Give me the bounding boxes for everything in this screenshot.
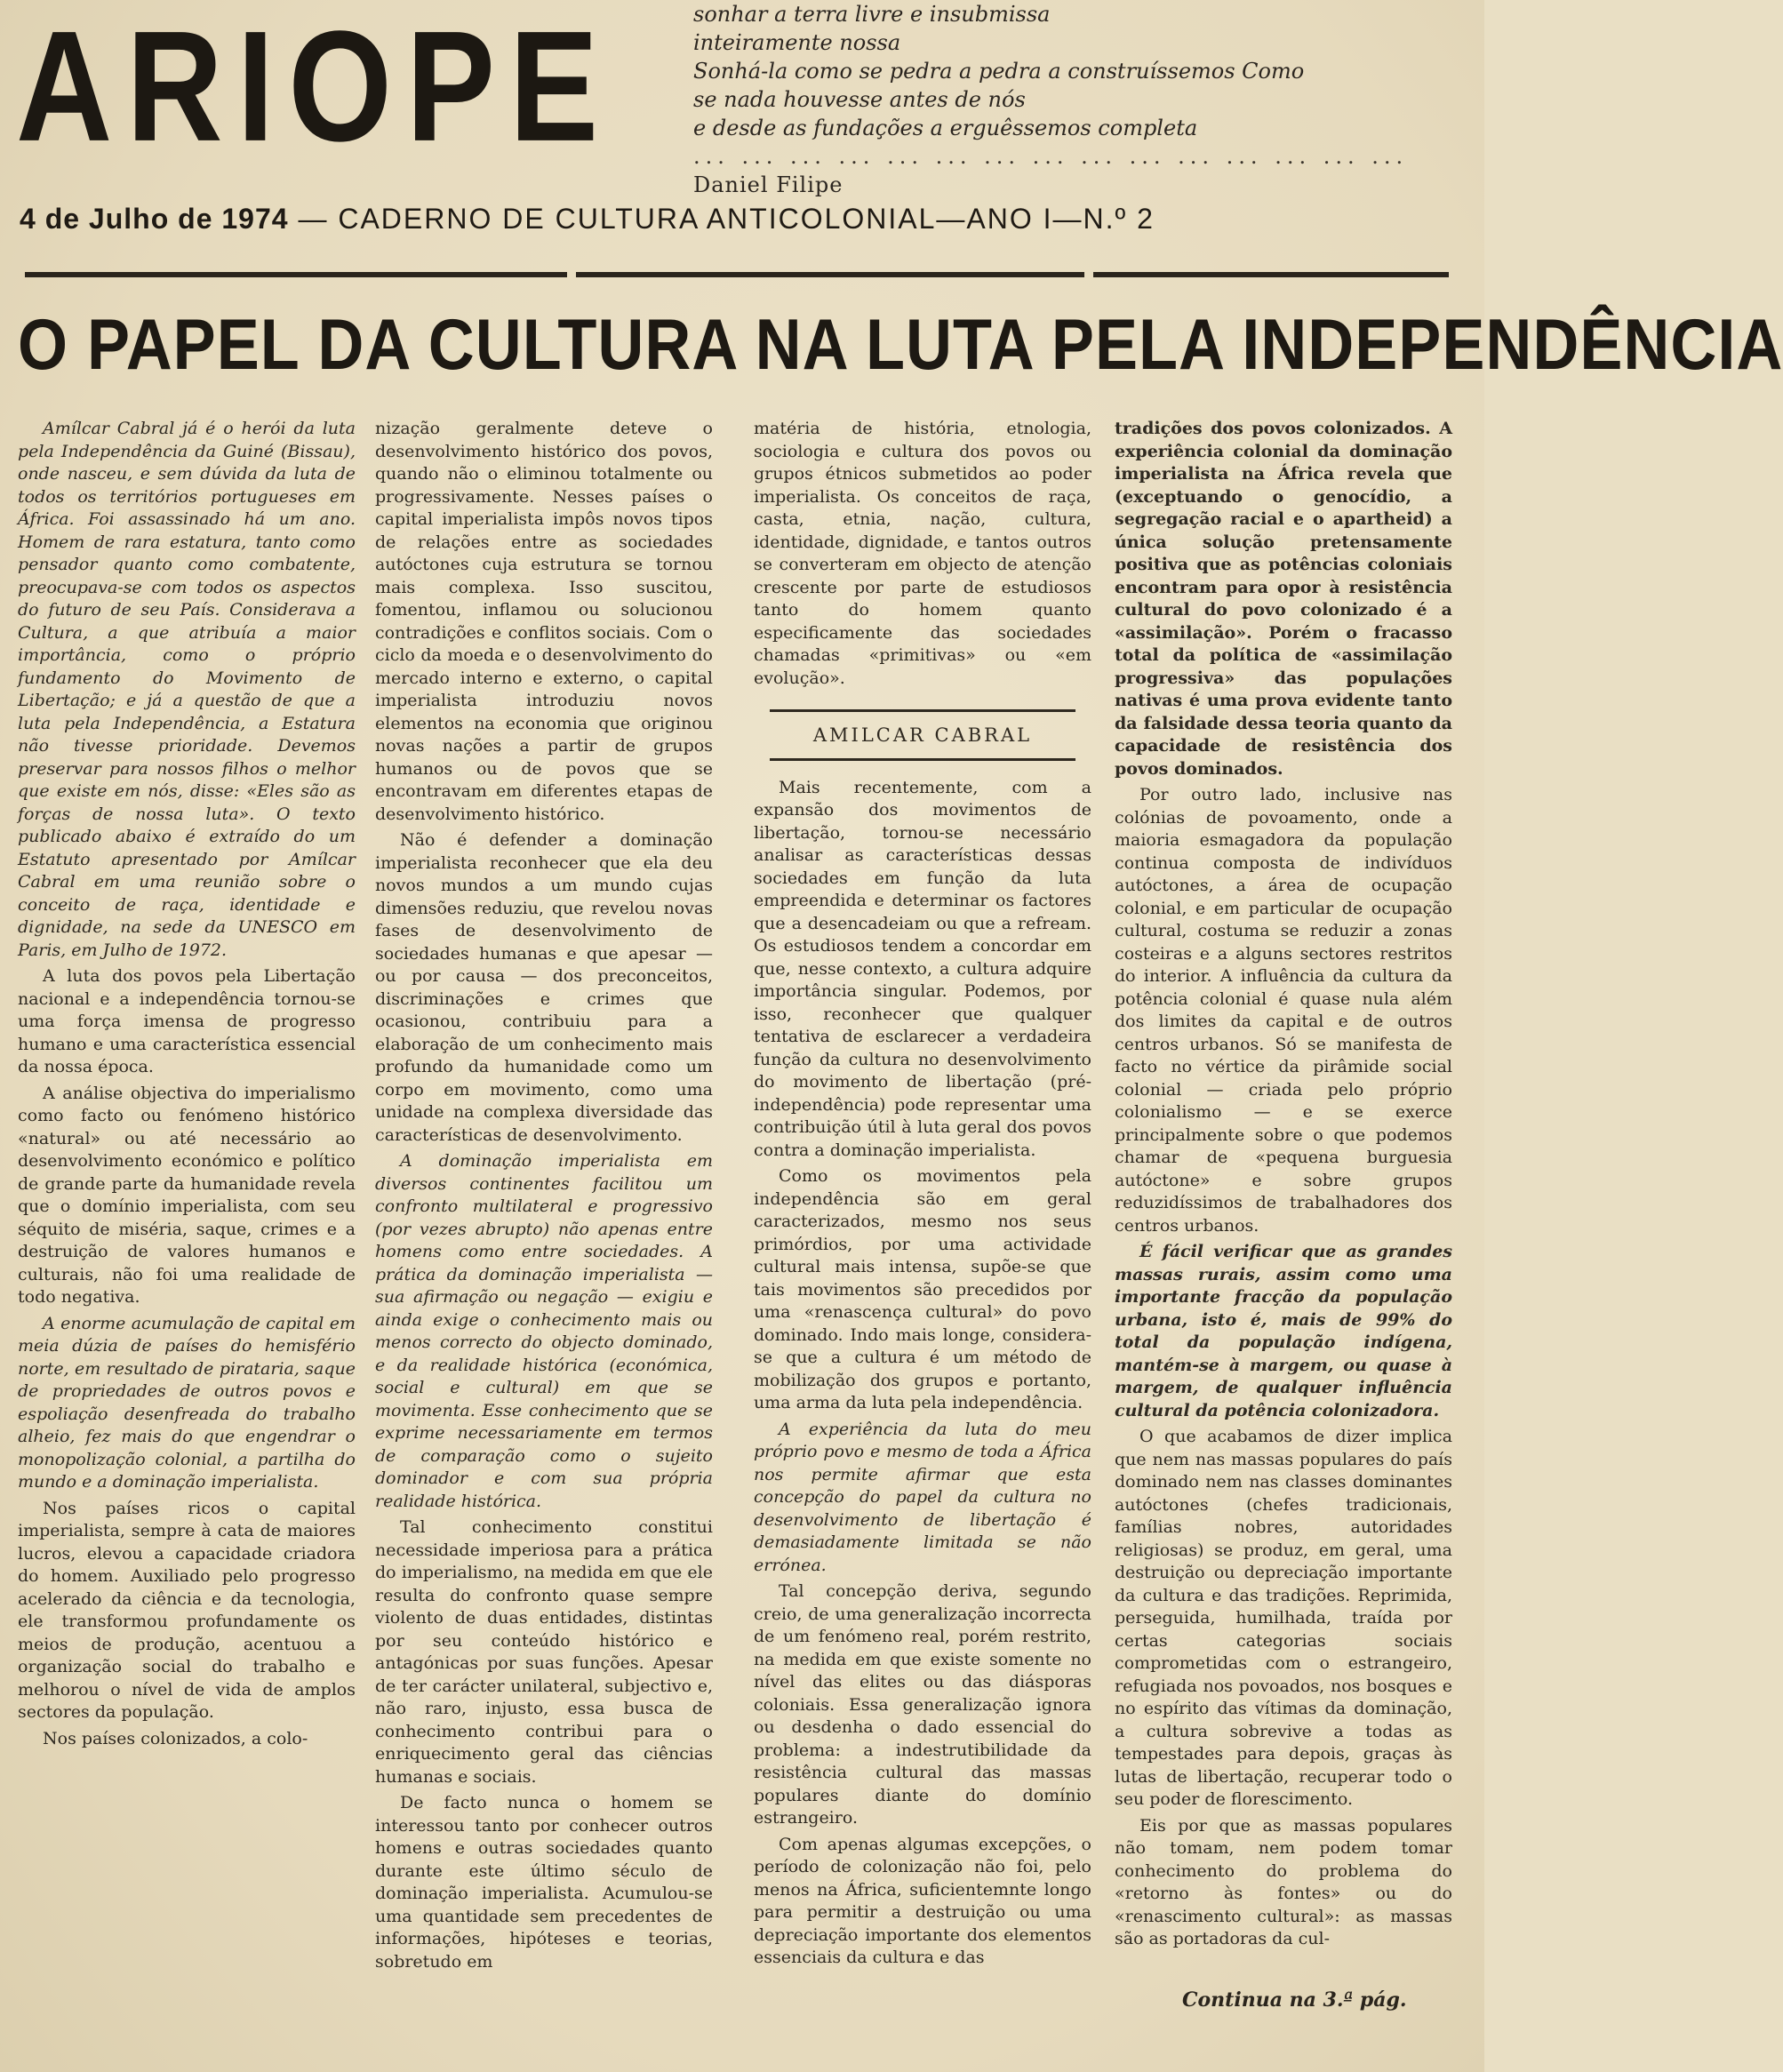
epigraph-poem	[693, 0, 1467, 199]
header-rule-right	[1093, 272, 1449, 277]
body-paragraph: De facto nunca o homem se interessou tanto por conhecer outros homens e outras sociedades quanto durante este último século de dominação imperialista. Acumulou-se uma quantidade sem precedentes de informações, hipóteses e teorias, sobretudo em	[375, 1793, 713, 1972]
body-paragraph: A dominação imperialista em diversos continentes facilitou um confronto multilateral e progressivo (por vezes abrupto) não apenas entre homens como entre sociedades. A prática da dominação imperialista — sua afirmação ou negação — exigiu e ainda exige o conhecimento mais ou menos correcto do objecto dominado, e da realidade histórica (económica, social e cultural) em que se movimenta. Esse conhecimento que se exprime necessariamente em termos de comparação como o sujeito dominador e com sua própria realidade histórica.	[375, 1151, 713, 1511]
masthead-title: ARIOPE	[16, 0, 613, 174]
byline-rule-bottom	[770, 758, 1075, 761]
body-paragraph: Como os movimentos pela independência são em geral caracterizados, mesmo nos seus primórdios, por uma actividade cultural mais intensa, supõe-se que tais movimentos são precedidos por uma «renascença cultural» do povo dominado. Indo mais longe, considera-se que a cultura é um método de mobilização dos grupos e portanto, uma arma da luta pela independência.	[754, 1166, 1091, 1412]
body-paragraph: A enorme acumulação de capital em meia dúzia de países do hemisfério norte, em resultado de pirataria, saque de propriedades de outros povos e espoliação desenfreada do trabalho alheio, fez mais do que engendrar o monopolização colonial, a partilha do mundo e a dominação imperialista.	[18, 1313, 356, 1492]
poem-line: Sonhá-la como se pedra a pedra a construíssemos Como	[693, 59, 1305, 84]
body-paragraph: matéria de história, etnologia, sociologia e cultura dos povos ou grupos étnicos submetidos ao poder imperialista. Os conceitos de raça, casta, etnia, nação, cultura, identidade, dignidade, e tantos outros se converteram em objecto de atenção crescente por parte de estudiosos tanto do homem quanto especificamente das sociedades chamadas «primitivas» ou «em evolução».	[754, 419, 1091, 688]
poem-line: e desde as fundações a erguêssemos completa	[693, 116, 1198, 140]
body-paragraph: Eis por que as massas populares não tomam, nem podem tomar conhecimento do problema do «retorno às fontes» ou do «renascimento cultural»: as massas são as portadoras da cul-	[1115, 1815, 1452, 1948]
byline-rule-top	[770, 709, 1075, 712]
body-paragraph: Não é defender a dominação imperialista reconhecer que ela deu novos mundos a um mundo cujas dimensões reduziu, que revelou novas fases de desenvolvimento de sociedades humanas e que apesar — ou por causa — dos preconceitos, discriminações e crimes que ocasionou, contribuiu para a elaboração de um conhecimento mais profundo da humanidade como um corpo em movimento, como uma unidade na complexa diversidade das características de desenvolvimento.	[375, 830, 713, 1145]
column-2	[375, 418, 713, 1973]
body-paragraph: A análise objectiva do imperialismo como facto ou fenómeno histórico «natural» ou até necessário ao desenvolvimento económico e político de grande parte da humanidade revela que o domínio imperialista, com seu séquito de miséria, saque, crimes e a destruição de valores humanos e culturais, não foi uma realidade de todo negativa.	[18, 1083, 356, 1307]
author-byline: AMILCAR CABRAL	[812, 724, 1033, 746]
poem-ellipsis: ... ... ... ... ... ... ... ... ... ... ... ... ... ... ...	[693, 144, 1409, 169]
poem-author: Daniel Filipe	[693, 172, 844, 197]
poem-line: inteiramente nossa	[693, 30, 901, 55]
column-3	[754, 418, 1091, 1970]
dateline	[20, 203, 1468, 236]
body-paragraph: tradições dos povos colonizados. A experiência colonial da dominação imperialista na África revela que (exceptuando o genocídio, a segregação racial e o apartheid) a única solução pretensamente positiva que as potências coloniais encontram para opor à resistência cultural do povo colonizado é a «assimilação». Porém o fracasso total da política de «assimilação progressiva» das populações nativas é uma prova evidente tanto da falsidade dessa teoria quanto da capacidade de resistência dos povos dominados.	[1115, 419, 1452, 779]
column-4	[1115, 418, 1452, 1951]
body-paragraph: Com apenas algumas excepções, o período de colonização não foi, pelo menos na África, suficientemnte longo para permitir a destruição ou uma depreciação importante dos elementos essenciais da cultura e das	[754, 1834, 1091, 1967]
body-paragraph: O que acabamos de dizer implica que nem nas massas populares do país dominado nem nas classes dominantes autóctones (chefes tradicionais, famílias nobres, autoridades religiosas) se produz, em geral, uma destruição ou depreciação importante da cultura e das tradições. Reprimida, perseguida, humilhada, traída por certas categorias sociais comprometidas com o estrangeiro, refugiada nos povoados, nos bosques e no espírito das vítimas da dominação, a cultura sobrevive a todas as tempestades para depois, graças às lutas de libertação, recuperar todo o seu poder de florescimento.	[1115, 1427, 1452, 1809]
body-paragraph: Tal conhecimento constitui necessidade imperiosa para a prática do imperialismo, na medida em que ele resulta do confronto quase sempre violento de duas entidades, distintas por seu conteúdo histórico e antagónicas por suas funções. Apesar de ter carácter unilateral, subjectivo e, não raro, injusto, essa busca de conhecimento contribui para o enriquecimento geral das ciências humanas e sociais.	[375, 1517, 713, 1787]
body-paragraph: Nos países ricos o capital imperialista, sempre à cata de maiores lucros, elevou a capacidade criadora do homem. Auxiliado pelo progresso acelerado da ciência e da tecnologia, ele transformou profundamente os meios de produção, acentuou a organização social do trabalho e melhorou o nível de vida de amplos sectores da população.	[18, 1498, 356, 1722]
issue-date: 4 de Julho de 1974	[20, 203, 289, 235]
intro-paragraph: Amílcar Cabral já é o herói da luta pela Independência da Guiné (Bissau), onde nasceu, e sem dúvida da luta de todos os territórios portugueses em África. Foi assassinado há um ano. Homem de rara estatura, tanto como pensador quanto como combatente, preocupava-se com todos os aspectos do futuro de seu País. Considerava a Cultura, a que atribuía a maior importância, como o próprio fundamento do Movimento de Libertação; e já a questão de que a luta pela Independência, a Estatura não tivesse prioridade. Devemos preservar para nossos filhos o melhor que existe em nós, disse: «Eles são as forças de nossa luta». O texto publicado abaixo é extraído do um Estatuto apresentado por Amílcar Cabral em uma reunião sobre o conceito de raça, identidade e dignidade, na sede da UNESCO em Paris, em Julho de 1972.	[18, 419, 356, 960]
body-paragraph: Mais recentemente, com a expansão dos movimentos de libertação, tornou-se necessário analisar as características dessas sociedades em função da luta empreendida e determinar os factores que a desencadeiam ou que a refream. Os estudiosos tendem a concordar em que, nesse contexto, a cultura adquire importância singular. Podemos, por isso, reconhecer que qualquer tentativa de esclarecer a verdadeira função da cultura no desenvolvimento do movimento de libertação (pré-independência) pode representar uma contribuição útil à luta geral dos povos contra a dominação imperialista.	[754, 777, 1091, 1160]
byline-box	[754, 709, 1091, 761]
issue-subtitle: — CADERNO DE CULTURA ANTICOLONIAL—ANO I—N.º 2	[298, 203, 1155, 235]
column-1	[18, 418, 356, 1750]
continued-note: Continua na 3.ª pág.	[1182, 1988, 1407, 2012]
header-rule-left	[25, 272, 567, 277]
poem-line: se nada houvesse antes de nós	[693, 87, 1026, 112]
body-paragraph: A luta dos povos pela Libertação nacional e a independência tornou-se uma força imensa de progresso humano e uma característica essencial da nossa época.	[18, 966, 356, 1076]
body-paragraph: Por outro lado, inclusive nas colónias de povoamento, onde a maioria esmagadora da população continua composta de indivíduos autóctones, a área de ocupação colonial, e em particular de ocupação cultural, costuma se reduzir a zonas costeiras e a alguns sectores restritos do interior. A influência da cultura da potência colonial é quase nula além dos limites da capital e de outros centros urbanos. Só se manifesta de facto no vértice da pirâmide social colonial — criada pelo próprio colonialismo — e se exerce principalmente sobre o que podemos chamar de «pequena burguesia autóctone» e sobre grupos reduzidíssimos de trabalhadores dos centros urbanos.	[1115, 785, 1452, 1236]
main-headline: O PAPEL DA CULTURA NA LUTA PELA INDEPENDÊNCIA	[18, 305, 1783, 386]
header-rule-mid	[576, 272, 1084, 277]
body-paragraph: Nos países colonizados, a colo-	[43, 1728, 308, 1748]
body-paragraph: Tal concepção deriva, segundo creio, de uma generalização incorrecta de um fenómeno real, porém restrito, na medida em que existe somente no nível das elites ou das diásporas coloniais. Essa generalização ignora ou desdenha o dado essencial do problema: a indestrutibilidade da resistência cultural das massas populares diante do domínio estrangeiro.	[754, 1581, 1091, 1828]
body-paragraph: nização geralmente deteve o desenvolvimento histórico dos povos, quando não o eliminou totalmente ou progressivamente. Nesses países o capital imperialista impôs novos tipos de relações entre as sociedades autóctones cuja estrutura se tornou mais complexa. Isso suscitou, fomentou, inflamou ou solucionou contradições e conflitos sociais. Com o ciclo da moeda e o desenvolvimento do mercado interno e externo, o capital imperialista introduziu novos elementos na economia que originou novas nações a partir de grupos humanos ou de povos que se encontravam em diferentes etapas de desenvolvimento histórico.	[375, 419, 713, 824]
poem-line: sonhar a terra livre e insubmissa	[693, 2, 1051, 27]
body-paragraph: É fácil verificar que as grandes massas rurais, assim como uma importante fracção da população urbana, isto é, mais de 99% do total da população indígena, mantém-se à margem, ou quase à margem, de qualquer influência cultural da potência colonizadora.	[1115, 1242, 1452, 1420]
body-paragraph: A experiência da luta do meu próprio povo e mesmo de toda a África nos permite afirmar que esta concepção do papel da cultura no desenvolvimento de libertação é demasiadamente limitada se não errónea.	[754, 1419, 1091, 1575]
